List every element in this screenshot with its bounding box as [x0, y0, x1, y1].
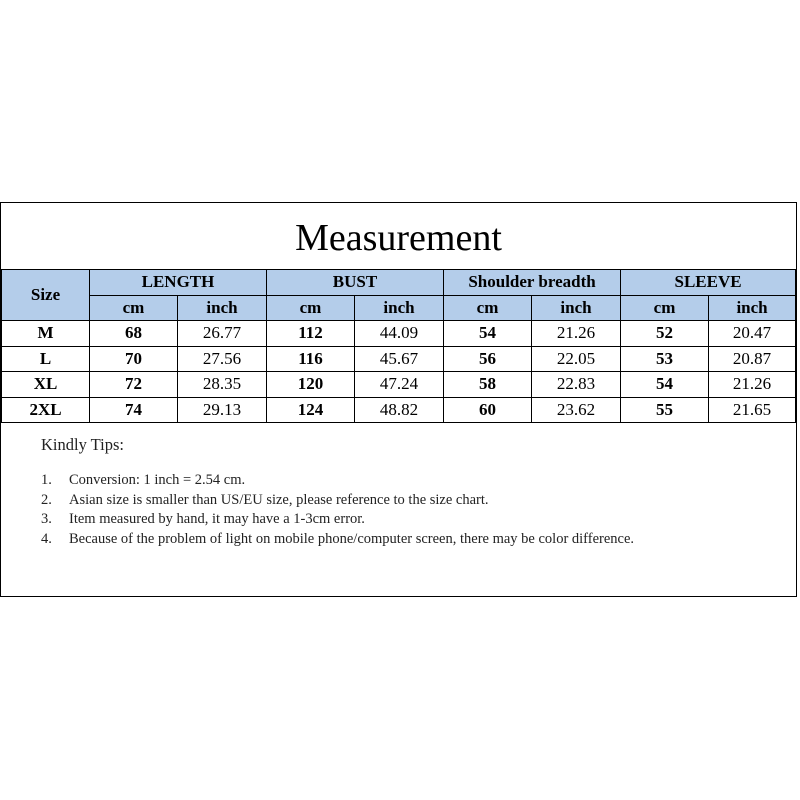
sleeve-inch-cell: 20.87 — [709, 346, 796, 372]
bust-inch-cell: 45.67 — [355, 346, 444, 372]
length-group-header: LENGTH — [90, 270, 267, 296]
bust-cm-cell: 124 — [267, 397, 355, 423]
sleeve-cm-cell: 53 — [621, 346, 709, 372]
shoulder-group-header: Shoulder breadth — [444, 270, 621, 296]
shoulder-inch-cell: 22.83 — [532, 372, 621, 398]
tip-number: 4. — [41, 530, 52, 547]
length-inch-cell: 26.77 — [178, 321, 267, 347]
bust-group-header: BUST — [267, 270, 444, 296]
length-cm-cell: 74 — [90, 397, 178, 423]
shoulder-inch-cell: 23.62 — [532, 397, 621, 423]
sleeve-cm-cell: 54 — [621, 372, 709, 398]
unit-header-inch: inch — [709, 295, 796, 321]
length-cm-cell: 70 — [90, 346, 178, 372]
bust-inch-cell: 47.24 — [355, 372, 444, 398]
tip-text: Conversion: 1 inch = 2.54 cm. — [69, 472, 246, 488]
shoulder-cm-cell: 58 — [444, 372, 532, 398]
table-row — [2, 321, 796, 347]
tip-text: Asian size is smaller than US/EU size, please reference to the size chart. — [69, 491, 489, 508]
table-unit-header-row — [2, 295, 796, 321]
tip-number: 2. — [41, 491, 52, 508]
table-row — [2, 372, 796, 398]
unit-header-cm: cm — [267, 295, 355, 321]
size-label: 2XL — [2, 397, 90, 423]
shoulder-inch-cell: 21.26 — [532, 321, 621, 347]
list-item — [41, 491, 699, 511]
size-label: M — [2, 321, 90, 347]
size-table — [1, 269, 796, 423]
bust-cm-cell: 120 — [267, 372, 355, 398]
sleeve-cm-cell: 52 — [621, 321, 709, 347]
page-title: Measurement — [295, 217, 502, 259]
length-cm-cell: 68 — [90, 321, 178, 347]
length-inch-cell: 29.13 — [178, 397, 267, 423]
unit-header-inch: inch — [355, 295, 444, 321]
size-column-header: Size — [2, 270, 90, 321]
tip-number: 1. — [41, 472, 52, 488]
size-label: XL — [2, 372, 90, 398]
unit-header-inch: inch — [178, 295, 267, 321]
bust-cm-cell: 112 — [267, 321, 355, 347]
table-row — [2, 346, 796, 372]
unit-header-inch: inch — [532, 295, 621, 321]
table-group-header-row — [2, 270, 796, 296]
sleeve-cm-cell: 55 — [621, 397, 709, 423]
unit-header-cm: cm — [90, 295, 178, 321]
kindly-tips-section — [41, 435, 699, 549]
list-item — [41, 510, 699, 530]
tip-number: 3. — [41, 511, 52, 527]
tip-text: Because of the problem of light on mobile phone/computer screen, there may be color difference. — [69, 530, 635, 547]
tips-heading: Kindly Tips: — [41, 435, 124, 454]
length-cm-cell: 72 — [90, 372, 178, 398]
bust-inch-cell: 44.09 — [355, 321, 444, 347]
tip-text: Item measured by hand, it may have a 1-3cm error. — [69, 511, 365, 527]
sleeve-inch-cell: 20.47 — [709, 321, 796, 347]
sleeve-inch-cell: 21.65 — [709, 397, 796, 423]
sleeve-group-header: SLEEVE — [621, 270, 796, 296]
shoulder-cm-cell: 56 — [444, 346, 532, 372]
unit-header-cm: cm — [444, 295, 532, 321]
shoulder-inch-cell: 22.05 — [532, 346, 621, 372]
shoulder-cm-cell: 54 — [444, 321, 532, 347]
sleeve-inch-cell: 21.26 — [709, 372, 796, 398]
size-label: L — [2, 346, 90, 372]
bust-cm-cell: 116 — [267, 346, 355, 372]
size-chart-frame — [0, 202, 797, 597]
list-item — [41, 530, 699, 550]
length-inch-cell: 27.56 — [178, 346, 267, 372]
table-row — [2, 397, 796, 423]
tips-list — [41, 471, 699, 549]
bust-inch-cell: 48.82 — [355, 397, 444, 423]
list-item — [41, 471, 699, 491]
unit-header-cm: cm — [621, 295, 709, 321]
length-inch-cell: 28.35 — [178, 372, 267, 398]
shoulder-cm-cell: 60 — [444, 397, 532, 423]
